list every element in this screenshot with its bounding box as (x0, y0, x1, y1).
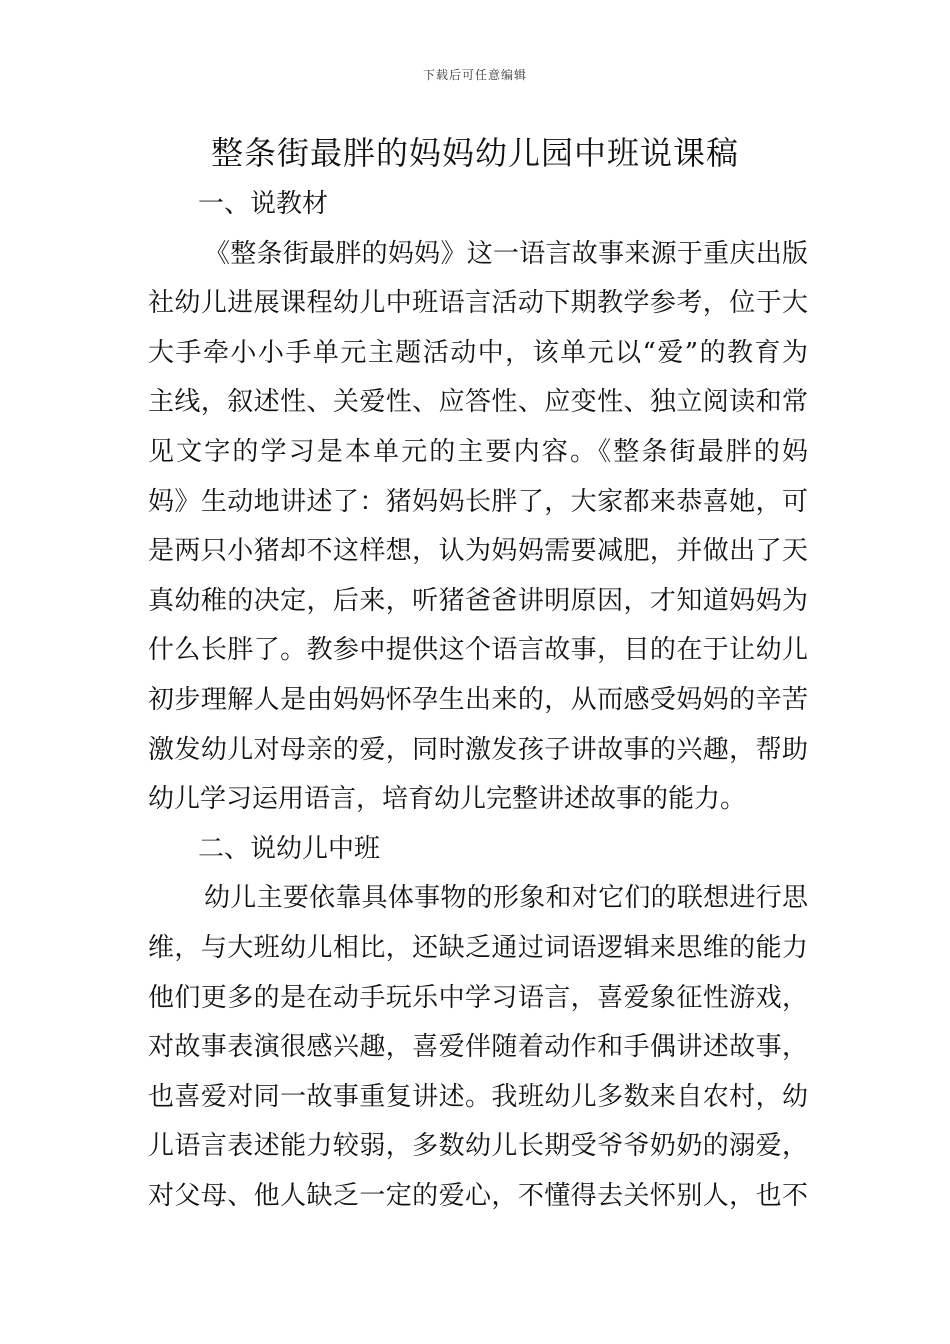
paragraph-line: 大手牵小小手单元主题活动中，该单元以“爱”的教育为 (148, 337, 808, 368)
document-body (148, 180, 808, 1221)
paragraph-line: 是两只小猪却不这样想，认为妈妈需要减肥，并做出了天 (148, 536, 808, 567)
paragraph-line: 主线，叙述性、关爱性、应答性、应变性、独立阅读和常 (148, 387, 808, 418)
paragraph-line: 幼儿主要依靠具体事物的形象和对它们的联想进行思 (204, 883, 808, 914)
paragraph-line: 幼儿学习运用语言，培育幼儿完整讲述故事的能力。 (148, 784, 747, 815)
paragraph-line: 对故事表演很感兴趣，喜爱伴随着动作和手偶讲述故事， (148, 1032, 808, 1063)
paragraph-line: 也喜爱对同一故事重复讲述。我班幼儿多数来自农村，幼 (148, 1081, 808, 1112)
paragraph-line: 妈》生动地讲述了：猪妈妈长胖了，大家都来恭喜她，可 (148, 486, 808, 517)
document-title: 整条街最胖的妈妈幼儿园中班说课稿 (210, 134, 739, 172)
paragraph-line: 见文字的学习是本单元的主要内容。《整条街最胖的妈 (148, 436, 808, 467)
header-note: 下载后可任意编辑 (422, 68, 527, 82)
paragraph-line: 初步理解人是由妈妈怀孕生出来的，从而感受妈妈的辛苦 (148, 684, 808, 715)
paragraph-line: 激发幼儿对母亲的爱，同时激发孩子讲故事的兴趣，帮助 (148, 734, 808, 765)
paragraph-line: 对父母、他人缺乏一定的爱心，不懂得去关怀别人，也不 (148, 1180, 808, 1211)
paragraph-line: 儿语言表述能力较弱，多数幼儿长期受爷爷奶奶的溺爱， (148, 1131, 808, 1162)
paragraph-line: 维，与大班幼儿相比，还缺乏通过词语逻辑来思维的能力 (148, 932, 808, 963)
paragraph-line: 社幼儿进展课程幼儿中班语言活动下期教学参考，位于大 (148, 288, 808, 319)
section-heading-middle-class: 二、说幼儿中班 (198, 833, 381, 864)
paragraph-line: 什么长胖了。教参中提供这个语言故事，目的在于让幼儿 (148, 635, 808, 666)
paragraph-line: 他们更多的是在动手玩乐中学习语言，喜爱象征性游戏， (148, 982, 808, 1013)
paragraph-line: 《整条街最胖的妈妈》这一语言故事来源于重庆出版 (204, 238, 808, 269)
paragraph-line: 真幼稚的决定，后来，听猪爸爸讲明原因，才知道妈妈为 (148, 585, 808, 616)
section-heading-teaching-material: 一、说教材 (198, 189, 329, 219)
